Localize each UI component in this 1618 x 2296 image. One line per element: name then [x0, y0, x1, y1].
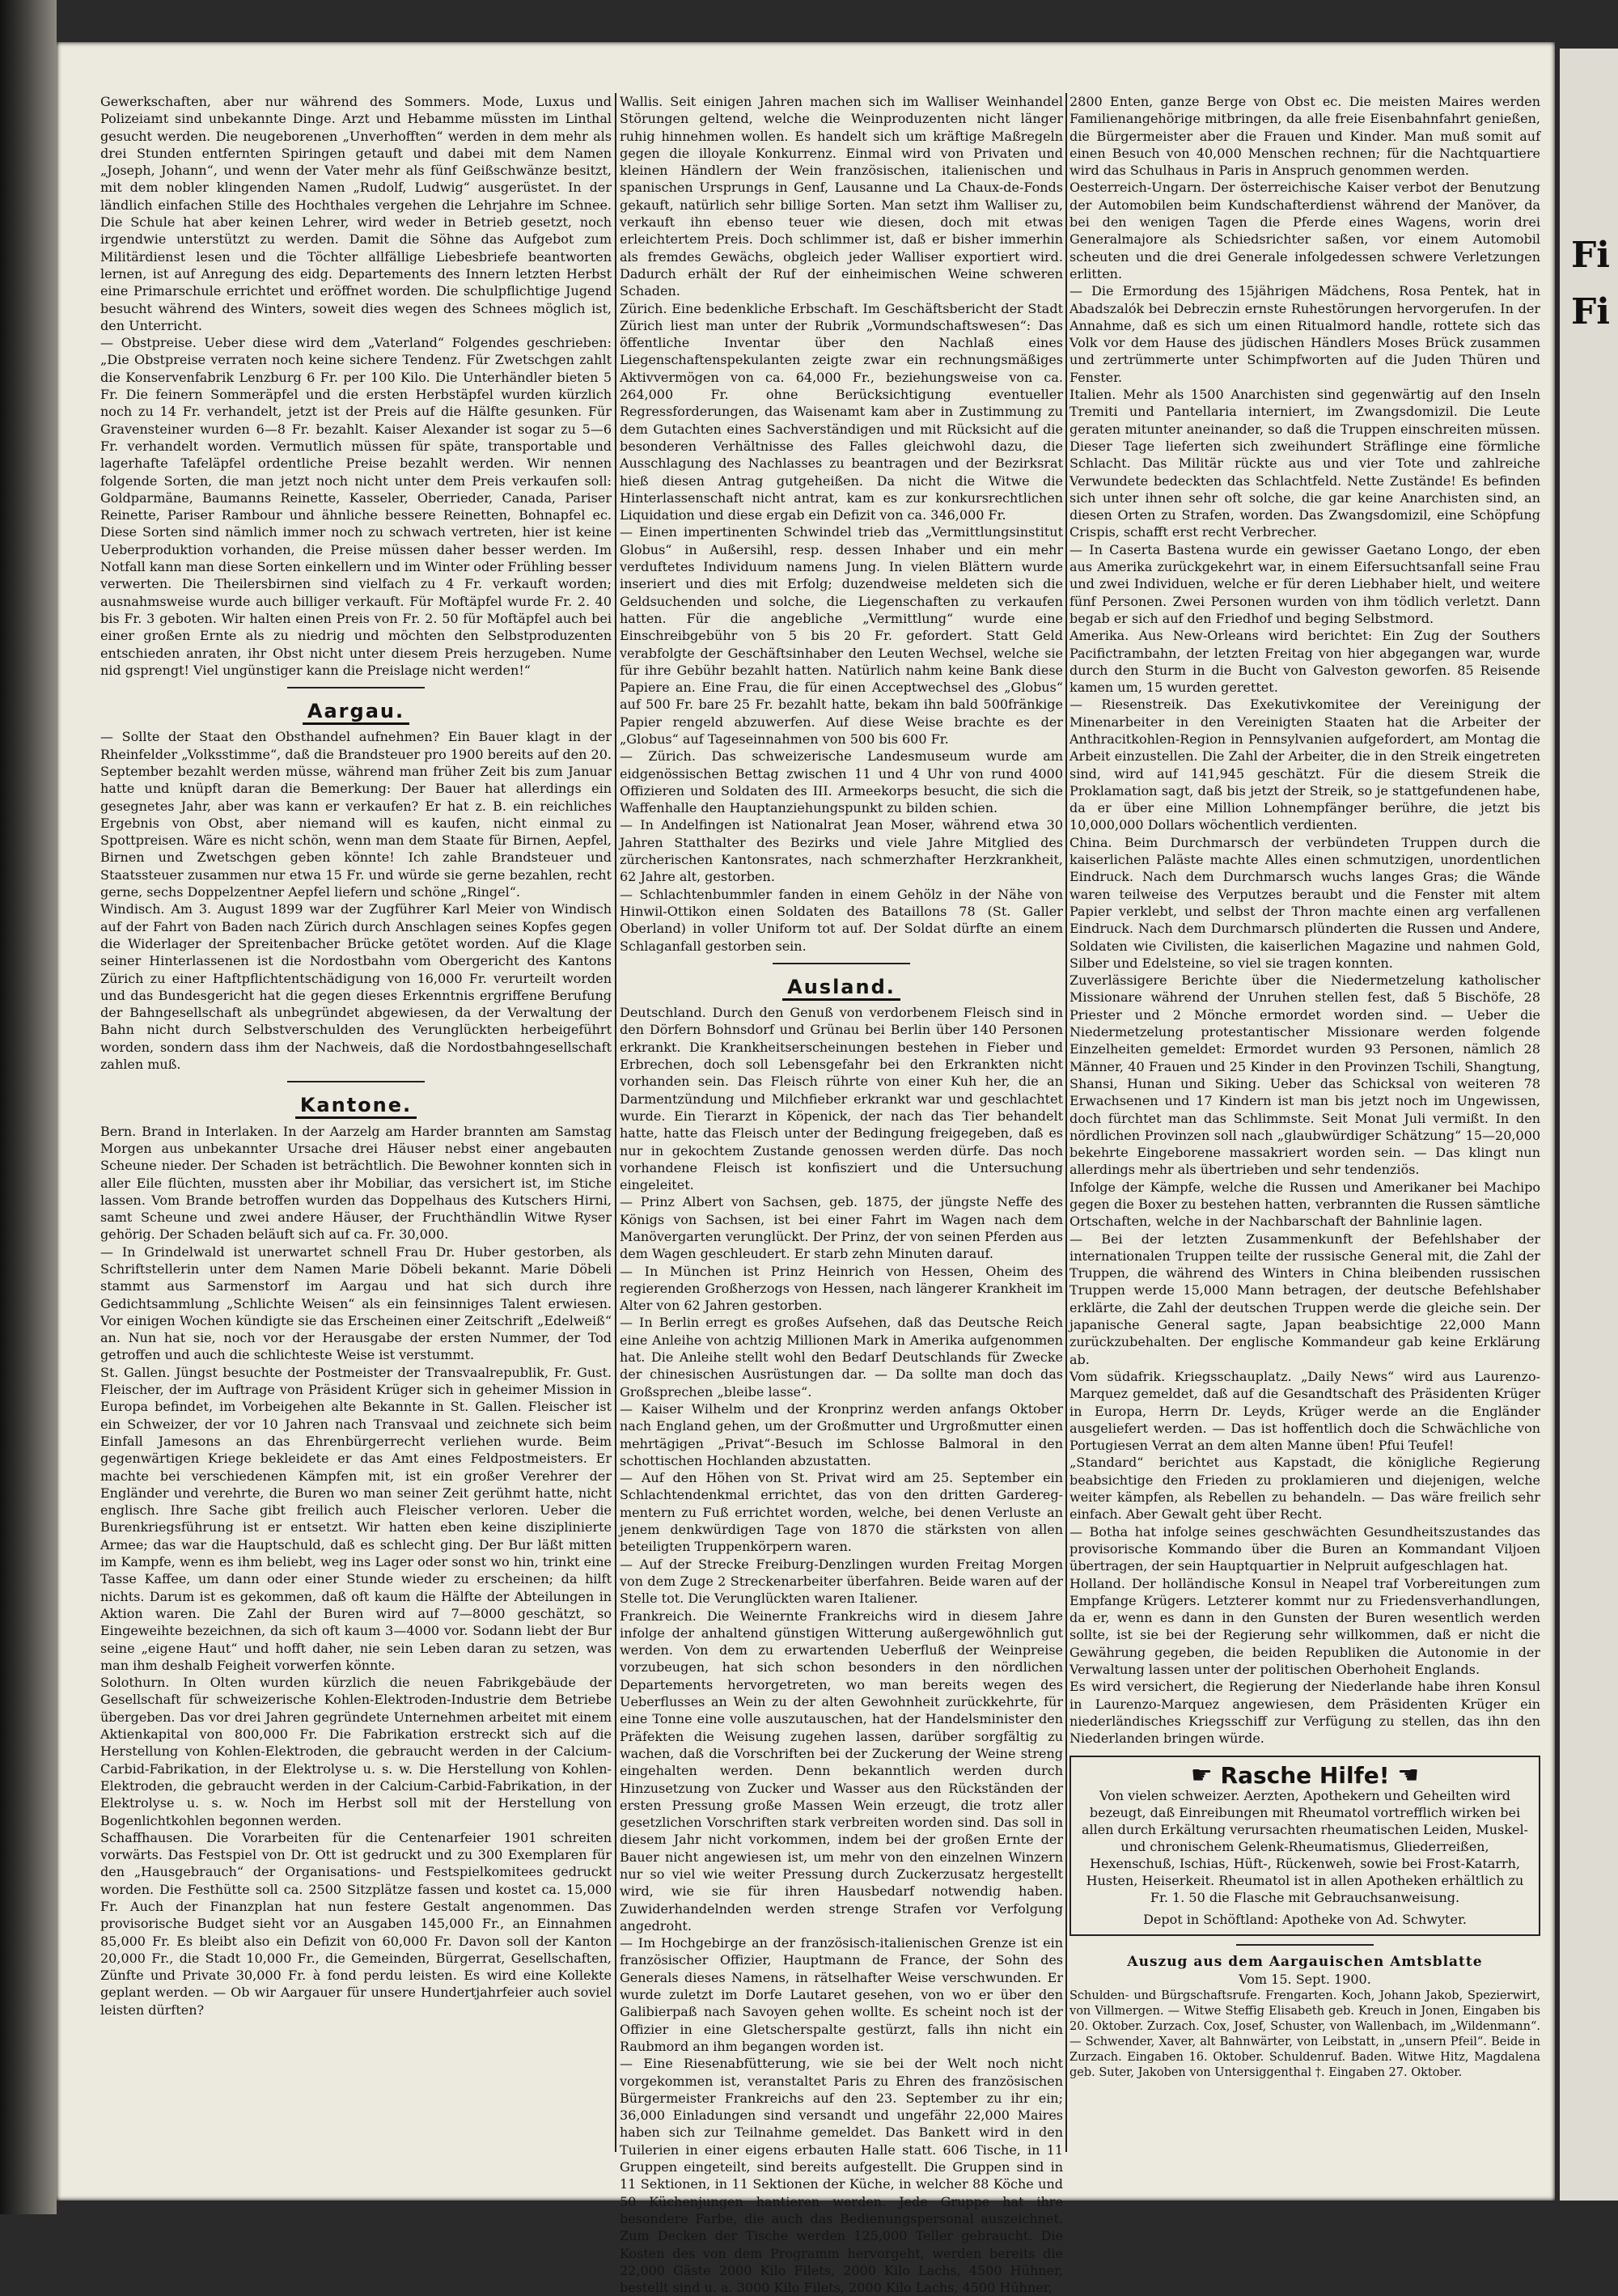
amtsblatt-body: Schulden- und Bürgschaftsrufe. Frengarten. Koch, Johann Jakob, Spezierwirt, von Villmergen. — Witwe Steffig Elisabeth geb. Kreuch in Jonen, Eingaben bis 20. Oktober. Zurzach. Cox, Josef, Schuster, von Wallenbach, im „Wildenmann“. — Schwender, Xaver, alt Bahnwärter, von Leibstatt, in „unsern Pfeil“. Beide in Zurzach. Eingaben 16. Oktober. Schuldenruf. Baden. Witwe Hitz, Magdalena geb. Suter, Jakoben von Untersiggenthal †. Eingaben 27. Oktober. — [1069, 1989, 1540, 2079]
section-heading-aargau: Aargau. — [100, 703, 612, 720]
article-paragraph: Solothurn. In Olten wurden kürzlich die neuen Fabrikgebäude der Gesellschaft für schweizerische Kohlen-Elektroden-Industrie dem Betriebe übergeben. Das vor drei Jahren gegründete Unternehmen arbeitet mit einem Aktienkapital von 800,000 Fr. Die Fabrikation erstreckt sich auf die Herstellung von Kohlen-Elektroden, die gebraucht werden in der Calcium-Carbid-Fabrikation, in der Elektrolyse u. s. w. Die Herstellung von Kohlen-Elektroden, die gebraucht werden in der Calcium-Carbid-Fabrikation, in der Elektrolyse u. s. w. Noch im Herbst soll mit der Herstellung von Bogenlichtkohlen begonnen werden. — [100, 1675, 612, 1828]
article-paragraph: — Kaiser Wilhelm und der Kronprinz werden anfangs Oktober nach England gehen, um der Großmutter und Urgroßmutter einen mehrtägigen „Privat“-Besuch im Schlosse Balmoral in den schottischen Hochlanden abzustatten. — [620, 1400, 1063, 1468]
article-paragraph: Italien. Mehr als 1500 Anarchisten sind gegenwärtig auf den Inseln Tremiti und Pantellaria interniert, im Zwangsdomizil. Die Leute geraten mitunter aneinander, so daß die Truppen einschreiten müssen. Dieser Tage lieferten sich zweihundert Sträflinge eine förmliche Schlacht. Das Militär rückte aus und vier Tote und zahlreiche Verwundete bedeckten das Schlachtfeld. Nette Zustände! Es befinden sich unter ihnen sehr oft solche, die gar keine Anarchisten sind, an diesen Orten zu Strafen, worden. Das Zwangsdomizil, eine Schöpfung Crispis, schafft erst recht Verbrecher. — [1069, 387, 1540, 540]
section-heading-kantone: Kantone. — [100, 1097, 612, 1114]
article-paragraph: Zürich. Eine bedenkliche Erbschaft. Im Geschäftsbericht der Stadt Zürich liest man unter der Rubrik „Vormundschaftswesen“: Das öffentliche Inventar über den Nachlaß eines Liegenschaftenspekulanten zeigte zwar ein rechnungsmäßiges Aktivvermögen von ca. 64,000 Fr., beziehungsweise von ca. 264,000 Fr. ohne Berücksichtigung eventueller Regressforderungen, das Waisenamt kam aber in Zustimmung zu dem Gutachten eines Sachverständigen und mit Rücksicht auf die besonderen Verhältnisse des Falles gleichwohl dazu, die Ausschlagung des Nachlasses zu beantragen und der Bezirksrat hieß diesen Antrag gutgeheißen. Da nicht die Witwe die Hinterlassenschaft nicht antrat, kam es zur konkursrechtlichen Liquidation und diese ergab ein Defizit von ca. 346,000 Fr. — [620, 300, 1063, 523]
amtsblatt-heading: Auszug aus dem Aargauischen Amtsblatte — [1127, 1954, 1483, 1971]
article-paragraph: — Sollte der Staat den Obsthandel aufnehmen? Ein Bauer klagt in der Rheinfelder „Volksstimme“, daß die Brandsteuer pro 1900 bereits auf den 20. September bezahlt werden müsse, während man früher Zeit bis zum Januar hatte und knüpft daran die Bemerkung: Der Bauer hat allerdings ein gesegnetes Jahr, aber was kann er verkaufen? Er hat z. B. ein reichliches Ergebnis von Obst, aber niemand will es kaufen, nicht einmal zu Spottpreisen. Wäre es nicht schön, wenn man dem Staate für Birnen, Aepfel, Birnen und Zwetschgen geben könnte! Ich zahle Brandsteuer und Staatssteuer zusammen nur etwa 15 Fr. und würde sie gerne bezahlen, recht gerne, sechs Doppelzentner Aepfel liefern und schöne „Ringel“. — [100, 729, 612, 900]
article-paragraph: — Botha hat infolge seines geschwächten Gesundheitszustandes das provisorische Kommando über die Buren an Kommandant Viljoen übertragen, der sein Hauptquartier in Nelpruit aufgeschlagen hat. — [1069, 1523, 1540, 1574]
article-paragraph: — Prinz Albert von Sachsen, geb. 1875, der jüngste Neffe des Königs von Sachsen, ist bei einer Fahrt im Wagen nach dem Manövergarten verunglückt. Der Prinz, der von seinen Pferden aus dem Wagen geschleudert. Er starb zehn Minuten darauf. — [620, 1194, 1063, 1262]
article-paragraph: — In Grindelwald ist unerwartet schnell Frau Dr. Huber gestorben, als Schriftstellerin unter dem Namen Marie Döbeli bekannt. Marie Döbeli stammt aus Sarmenstorf im Aargau und hat sich durch ihre Gedichtsammlung „Schlichte Weisen“ als ein feinsinniges Talent erwiesen. Vor einigen Wochen kündigte sie das Erscheinen einer Zeitschrift „Edelweiß“ an. Nun hat sie, noch vor der Herausgabe der ersten Nummer, der Tod getroffen und auch die schlichteste Weise ist verstummt. — [100, 1243, 612, 1363]
article-paragraph: Frankreich. Die Weinernte Frankreichs wird in diesem Jahre infolge der anhaltend günstigen Witterung außergewöhnlich gut werden. Von dem zu erwartenden Ueberfluß der Weinpreise vorzubeugen, hat sich schon besonders in den nördlichen Departements hervorgetreten, wo man bereits wegen des Ueberflusses an Wein zu der alten Gewohnheit zurückkehrte, für eine Tonne eine volle auszutauschen, hat der Handelsminister den Präfekten die Weisung zugehen lassen, darüber sorgfältig zu wachen, daß die Vorschriften bei der Zuckerung der Weine streng eingehalten werden. Denn bekanntlich werden durch Hinzusetzung von Zucker und Wasser aus den Rückständen der ersten Pressung große Massen Wein erzeugt, die trotz aller gesetzlichen Vorschriften stark verbreiten worden sind. Das soll in diesem Jahr nicht vorkommen, indem bei der großen Ernte der Bauer nicht angewiesen ist, um mehr von den einzelnen Winzern nur so viel wie weiter Pressung durch Zuckerzusatz hergestellt wird, wie sie für ihren Hausbedarf notwendig haben. Zuwiderhandelnden werden strenge Strafen vor Verfolgung angedroht. — [620, 1608, 1063, 1934]
article-paragraph: — Die Ermordung des 15jährigen Mädchens, Rosa Pentek, hat in Abadszalók bei Debreczin ernste Ruhestörungen hervorgerufen. In der Annahme, daß es sich um einen Ritualmord handle, rottete sich das Volk vor dem Hause des jüdischen Händlers Moses Brück zusammen und zertrümmerte unter Schimpfworten auf die Juden Thüren und Fenster. — [1069, 283, 1540, 385]
amtsblatt-date: Vom 15. Sept. 1900. — [1239, 1972, 1371, 1988]
article-paragraph: — Im Hochgebirge an der französisch-italienischen Grenze ist ein französischer Offizier, Hauptmann de France, der Sohn des Generals dieses Namens, in rätselhafter Weise verschwunden. Er wurde zuletzt im Dorfe Lautaret gesehen, von wo er über den Galibierpaß nach Savoyen gehen wollte. Es scheint noch ist der Offizier in eine Gletscherspalte gestürzt, falls ihn nicht ein Raubmord an ihm begangen worden ist. — [620, 1935, 1063, 2054]
article-paragraph: Gewerkschaften, aber nur während des Sommers. Mode, Luxus und Polizeiamt sind unbekannte Dinge. Arzt und Hebamme müssten im Linthal gesucht werden. Die neugeborenen „Unverhofften“ werden in dem mehr als drei Stunden entfernten Spiringen getauft und dabei mit dem Namen „Joseph, Johann“, und wenn der Vater mehr als fünf Geißschwänze besitzt, mit dem nobler klingenden Namen „Rudolf, Ludwig“ ausgerüstet. In der ländlich einfachen Stille des Hochthales vergehen die Lehrjahre im Schnee. Die Schule hat aber keinen Lehrer, wird weder in Betrieb gesetzt, noch irgendwie unterstützt zu werden. Damit die Söhne das Aufgebot zum Militärdienst lesen und die Töchter allfällige Liebesbriefe beantworten lernen, ist auf Anregung des eidg. Departements des Innern letzten Herbst eine Primarschule errichtet und eröffnet worden. Die schulpflichtige Jugend besucht während des Winters, soweit dies wegen des Schnees möglich ist, den Unterricht. — [100, 94, 612, 333]
article-paragraph: Oesterreich-Ungarn. Der österreichische Kaiser verbot der Benutzung der Automobilen beim Kundschafterdienst während der Manöver, da bei den wenigen Tagen die Pferde eines Wagens, worin drei Generalmajore als Schiedsrichter saßen, vor einem Automobil scheuten und die drei Generale infolgedessen schwere Verletzungen erlitten. — [1069, 180, 1540, 282]
article-paragraph: Vom südafrik. Kriegsschauplatz. „Daily News“ wird aus Laurenzo-Marquez gemeldet, daß auf die Gesandtschaft des Präsidenten Krüger in Europa, Herrn Dr. Leyds, Krüger werde an die Engländer ausgeliefert werden. — Das ist hoffentlich doch die Schwächliche von Portugiesen Verrat an dem alten Manne üben! Pfui Teufel! — [1069, 1368, 1540, 1454]
ad-title-text: Rasche Hilfe! — [1220, 1761, 1390, 1789]
article-paragraph: Es wird versichert, die Regierung der Niederlande habe ihren Konsul in Laurenzo-Marquez angewiesen, dem Präsidenten Krüger ein niederländisches Kriegsschiff zur Verfügung zu stellen, das ihn den Niederlanden bringen würde. — [1069, 1679, 1540, 1747]
article-paragraph: 2800 Enten, ganze Berge von Obst ec. Die meisten Maires werden Familienangehörige mitbringen, da alle freie Eisenbahnfahrt genießen, die Bürgermeister aber die Frauen und Kinder. Man muß somit auf einen Besuch von 40,000 Menschen rechnen; für die Nachtquartiere wird das Schulhaus in Paris in Anspruch genommen werden. — [1069, 94, 1540, 179]
pointing-hand-left-icon: ☚ — [1397, 1760, 1420, 1790]
article-paragraph: China. Beim Durchmarsch der verbündeten Truppen durch die kaiserlichen Paläste machte Alles einen schmutzigen, unordentlichen Eindruck. Nach dem Durchmarsch wuchs langes Gras; die Wände waren teilweise des Verputzes beraubt und die Fenster mit altem Papier verklebt, und selbst der Thron machte einen arg verfallenen Eindruck. Nach dem Durchmarsch plünderten die Russen und Andere, Soldaten wie Civilisten, die kaiserlichen Magazine und nahmen Gold, Silber und Edelsteine, so viel sie tragen konnten. — [1069, 834, 1540, 971]
article-paragraph: Deutschland. Durch den Genuß von verdorbenem Fleisch sind in den Dörfern Bohnsdorf und Grünau bei Berlin über 140 Personen erkrankt. Die Krankheitserscheinungen bestehen in Fieber und Erbrechen, doch soll Lebensgefahr bei den Erkrankten nicht vorhanden sein. Das Fleisch rührte von einer Kuh her, die an Darmentzündung und Milchfieber erkrankt war und geschlachtet wurde. Ein Tierarzt in Köpenick, der nach das Tier behandelt hatte, hatte das Fleisch unter der Bedingung freigegeben, daß es nur in gekochtem Zustande genossen werden dürfe. Das noch vorhandene Fleisch ist konfisziert und die Untersuchung eingeleitet. — [620, 1005, 1063, 1193]
article-paragraph: Amerika. Aus New-Orleans wird berichtet: Ein Zug der Southers Pacifictrambahn, der letzten Freitag von hier abgegangen war, wurde durch den Sturm in die Bucht von Galveston geworfen. 85 Reisende kamen um, 15 wurden gerettet. — [1069, 628, 1540, 696]
article-paragraph: Zuverlässigere Berichte über die Niedermetzelung katholischer Missionare während der Unruhen stellen fest, daß 5 Bischöfe, 28 Priester und 2 Mönche ermordet worden sind. — Ueber die Niedermetzelung protestantischer Missionare werden folgende Einzelheiten gemeldet: Ermordet wurden 93 Personen, nämlich 28 Männer, 40 Frauen und 25 Kinder in den Provinzen Tschili, Shangtung, Shansi, Hunan und Siking. Ueber das Schicksal von weiteren 78 Erwachsenen und 17 Kindern ist man bis jetzt noch im Ungewissen, doch fürchtet man das Schlimmste. Seit Monat Juli vermißt. In den nördlichen Provinzen soll nach „glaubwürdiger Schätzung“ 15—20,000 bekehrte Eingeborene massakriert worden sein. — Das klingt nun allerdings mehr als übertrieben und sehr tendenziös. — [1069, 972, 1540, 1178]
column-rule — [615, 93, 616, 2152]
article-paragraph: — Riesenstreik. Das Exekutivkomitee der Vereinigung der Minenarbeiter in den Vereinigten Staaten hat die Arbeiter der Anthracitkohlen-Region in Pennsylvanien aufgefordert, am Montag die Arbeit einzustellen. Die Zahl der Arbeiter, die in den Streik eingetreten sind, wird auf 141,945 geschätzt. Für die diesem Streik die Proklamation sagt, daß bis jetzt der Streik, so je stattgefundenen habe, da er über eine Million Lohnempfänger berühre, die jetzt bis 10,000,000 Dollars wöchentlich verdienten. — [1069, 697, 1540, 833]
article-paragraph: Infolge der Kämpfe, welche die Russen und Amerikaner bei Machipo gegen die Boxer zu bestehen hatten, verbrannten die Russen sämtliche Ortschaften, welche in der Nachbarschaft der Bahnlinie lagen. — [1069, 1179, 1540, 1230]
article-paragraph: Holland. Der holländische Konsul in Neapel traf Vorbereitungen zum Empfange Krügers. Letzterer kommt nur zu Friedensverhandlungen, da er, wenn es dann in den Gunsten der Buren wesentlich werden sollte, ist sie bei der Regierung sehr willkommen, daß er nicht die Gewährung gegeben, die beiden Republiken die Autonomie in der Verwaltung lassen unter der politischen Oberhoheit Englands. — [1069, 1575, 1540, 1678]
column-rule — [1065, 93, 1067, 2152]
advertisement-rheumatol — [1069, 1756, 1540, 1937]
article-paragraph: — Einen impertinenten Schwindel trieb das „Vermittlungsinstitut Globus“ in Außersihl, resp. dessen Inhaber und ein mehr verduftetes Individuum namens Jung. In vielen Blättern wurde inseriert und dies mit Erfolg; duzendweise meldeten sich die Geldsuchenden und solche, die Liegenschaften zu verkaufen hatten. Für die angebliche „Vermittlung“ wurde eine Einschreibgebühr von 5 bis 20 Fr. gefordert. Statt Geld verabfolgte der Geschäftsinhaber den Leuten Wechsel, welche sie für ihre Gebühr bezahlt hatten. Natürlich nahm keine Bank diese Papiere an. Eine Frau, die für einen Acceptwechsel des „Globus“ auf 500 Fr. bare 25 Fr. bezahlt hatte, bekam ihn bald 500fränkige Papier rengeld abzuwerfen. Auf diese Weise brachte es der „Globus“ auf Tageseinnahmen von 500 bis 600 Fr. — [620, 524, 1063, 747]
ad-depot: Depot in Schöftland: Apotheke von Ad. Schwyter. — [1143, 1911, 1467, 1927]
article-paragraph: — Eine Riesenabfütterung, wie sie bei der Welt noch nicht vorgekommen ist, veranstaltet Paris zu Ehren des französischen Bürgermeister Frankreichs auf den 23. September zu ihr ein; 36,000 Einladungen sind versandt und ungefähr 22,000 Maires haben sich zur Teilnahme gemeldet. Das Bankett wird in den Tuilerien in einer eigens erbauten Halle statt. 606 Tische, in 11 Gruppen eingeteilt, sind bereits aufgestellt. Die Gruppen sind in 11 Sektionen, in 11 Sektionen der Küche, in welcher 88 Köche und 50 Küchenjungen hantieren werden. Jede Gruppe hat ihre besondere Farbe, die auch das Bedienungspersonal auszeichnet. Zum Decken der Tische werden 125,000 Teller gebraucht. Die Kosten des von dem Programm hervorgeht, werden bereits die 22,000 Gäste 2000 Kilo Filets, 2000 Kilo Lachs, 4500 Hühner, bestellt sind u. a. 3000 Kilo Filets, 2000 Kilo Lachs, 4500 Hühner, — [620, 2056, 1063, 2296]
adjacent-page-fragment: Fi — [1571, 291, 1610, 333]
column-2 — [620, 93, 1063, 2296]
separator — [1236, 1944, 1374, 1946]
article-paragraph: Schaffhausen. Die Vorarbeiten für die Centenarfeier 1901 schreiten vorwärts. Das Festspiel von Dr. Ott ist gedruckt und zu 300 Exemplaren für den „Hausgebrauch“ der Organisations- und Festspielkomitees gedruckt worden. Die Festhütte soll ca. 2500 Sitzplätze fassen und kostet ca. 15,000 Fr. Auch der Finanzplan hat nun festere Gestalt angenommen. Das provisorische Budget sieht vor an Ausgaben 145,000 Fr., an Einnahmen 85,000 Fr. Es bleibt also ein Defizit von 60,000 Fr. Davon soll der Kanton 20,000 Fr., die Stadt 10,000 Fr., die Gemeinden, Bürgerrat, Gesellschaften, Zünfte und Private 30,000 Fr. à fond perdu leisten. Es wird eine Kollekte geplant werden. — Ob wir Aargauer für unsere Hundertjahrfeier auch soviel leisten dürften? — [100, 1829, 612, 2018]
separator — [287, 1081, 425, 1082]
ad-body: Von vielen schweizer. Aerzten, Apothekern und Geheilten wird bezeugt, daß Einreibungen mit Rheumatol vortrefflich wirken bei allen durch Erkältung verursachten rheumatischen Leiden, Muskel- und chronischem Gelenk-Rheumatismus, Gliederreißen, Hexenschuß, Ischias, Hüft-, Rückenweh, sowie bei Frost-Katarrh, Husten, Heiserkeit. Rheumatol ist in allen Apotheken erhältlich zu Fr. 1. 50 die Flasche mit Gebrauchsanweisung. — [1082, 1787, 1528, 1905]
article-paragraph: — Bei der letzten Zusammenkunft der Befehlshaber der internationalen Truppen teilte der russische General mit, die Zahl der Truppen, die während des Winters in China bleibenden russischen Truppen werde 15,000 Mann betragen, der deutsche Befehlshaber erklärte, die Zahl der deutschen Truppen werde die gleiche sein. Der japanische General sagte, Japan beabsichtige 22,000 Mann zurückzubehalten. Der englische Kommandeur gab keine Erklärung ab. — [1069, 1231, 1540, 1367]
column-3 — [1069, 93, 1540, 2148]
article-paragraph: — Obstpreise. Ueber diese wird dem „Vaterland“ Folgendes geschrieben: „Die Obstpreise verraten noch keine sichere Tendenz. Für Zwetschgen zahlt die Konservenfabrik Lenzburg 6 Fr. per 100 Kilo. Die Unterhändler bieten 5 Fr. Die feinern Sommeräpfel und die ersten Herbstäpfel wurden kürzlich noch zu 14 Fr. verhandelt, jetzt ist der Preis auf die Hälfte gesunken. Für Gravensteiner wurden 6—8 Fr. bezahlt. Kaiser Alexander ist sogar zu 5—6 Fr. verhandelt worden. Vermutlich müssen für späte, transportable und lagerhafte Tafeläpfel ordentliche Preise bezahlt werden. Wir nennen folgende Sorten, die man jetzt noch nicht unter dem Preis verkaufen soll: Goldparmäne, Baumanns Reinette, Kasseler, Oberrieder, Canada, Pariser Reinette, Pariser Rambour und ähnliche bessere Reinetten, Bohnapfel ec. Diese Sorten sind nämlich immer noch zu schwach vertreten, hier ist keine Ueberproduktion vorhanden, die Preise müssen daher besser werden. Im Notfall kann man diese Sorten einkellern und im Winter oder Frühling besser verwerten. Die Theilersbirnen sind vielfach zu 4 Fr. verkauft worden; ausnahmsweise wurde auch billiger verkauft. Für Moftäpfel wurde Fr. 2. 40 bis Fr. 3 geboten. Wir halten einen Preis von Fr. 2. 50 für Moftäpfel auch bei einer großen Ernte als zu niedrig und möchten den Selbstproduzenten entschieden anraten, ihr Obst nicht unter diesem Preis herzugeben. Nume nid gsprengt! Viel ungünstiger kann die Preislage nicht werden!“ — [100, 335, 612, 678]
article-paragraph: — In Andelfingen ist Nationalrat Jean Moser, während etwa 30 Jahren Statthalter des Bezirks und viele Jahre Mitglied des zürcherischen Kantonsrates, nach schmerzhafter Herzkrankheit, 62 Jahre alt, gestorben. — [620, 817, 1063, 885]
article-paragraph: — In Caserta Bastena wurde ein gewisser Gaetano Longo, der eben aus Amerika zurückgekehrt war, in einem Eifersuchtsanfall seine Frau und zwei Individuen, welche er für deren Liebhaber hielt, und weitere fünf Personen. Zwei Personen wurden von ihm tödlich verletzt. Dann begab er sich auf den Friedhof und beging Selbstmord. — [1069, 541, 1540, 626]
section-heading-ausland: Ausland. — [620, 979, 1063, 996]
article-paragraph: — Auf den Höhen von St. Privat wird am 25. September ein Schlachtendenkmal errichtet, das von den dritten Gardereg-mentern zu Fuß errichtet worden, welche, bei denen Verluste an jenem denkwürdigen Tage von 1870 die stärksten von allen beteiligten Truppenkörpern waren. — [620, 1470, 1063, 1555]
page-gutter-shadow — [0, 0, 57, 2214]
column-1 — [100, 93, 612, 2148]
article-paragraph: — In München ist Prinz Heinrich von Hessen, Oheim des regierenden Großherzogs von Hessen, nach längerer Krankheit im Alter von 62 Jahren gestorben. — [620, 1263, 1063, 1314]
separator — [773, 963, 910, 964]
article-paragraph: St. Gallen. Jüngst besuchte der Postmeister der Transvaalrepublik, Fr. Gust. Fleischer, der im Auftrage von Präsident Krüger sich in geheimer Mission in Europa befindet, im Vorbeigehen alte Bekannte in St. Gallen. Fleischer ist ein Schweizer, der vor 10 Jahren nach Transvaal und zeichnete sich beim Einfall Jamesons an das Ehrenbürgerrecht verliehen wurde. Beim gegenwärtigen Kriege bekleidete er das Amt eines Feldpostmeisters. Er machte bei verschiedenen Kämpfen mit, ist ein großer Verehrer der Engländer und verehrte, die Buren wo man seiner Zeit gerühmt hatte, nicht englisch. Ihre Sache gibt freilich auch Fleischer verloren. Ueber die Burenkriegsführung ist er entsetzt. Wir hatten eben keine disziplinierte Armee; das war die Hauptschuld, daß es schlecht ging. Der Bur läßt mitten im Kampfe, wenn es ihm beliebt, weg ins Lager oder sonst wo hin, trinkt eine Tasse Kaffee, um dann oder einer Stunde wieder zu erscheinen; da hilft nichts. Darum ist es gekommen, daß oft kaum die Hälfte der Abteilungen in Aktion waren. Die Zahl der Buren wird auf 7—8000 geschätzt, so Eingeweihte bezeichnen, da sich oft kaum 3—4000 vor. Sodann liebt der Bur seine „eigene Haut“ und hofft daher, nie sein Leben daran zu setzen, was man ihm deshalb Feigheit vorwerfen könnte. — [100, 1364, 612, 1673]
article-paragraph: Bern. Brand in Interlaken. In der Aarzelg am Harder brannten am Samstag Morgen aus unbekannter Ursache drei Häuser nebst einer angebauten Scheune nieder. Der Schaden ist beträchtlich. Die Bewohner konnten sich in aller Eile flüchten, mussten aber ihr Mobiliar, das versichert ist, im Stiche lassen. Vom Brande betroffen wurden das Doppelhaus des Kutschers Hirni, samt Scheune und zwei andere Häuser, der Fruchthändlin Witwe Ryser gehörig. Der Schaden beläuft sich auf ca. Fr. 30,000. — [100, 1123, 612, 1243]
ad-title — [1081, 1760, 1529, 1790]
article-paragraph: „Standard“ berichtet aus Kapstadt, die königliche Regierung beabsichtige den Frieden zu proklamieren und diejenigen, welche weiter kämpfen, als Rebellen zu behandeln. — Das wäre freilich sehr einfach. Aber Gewalt geht über Recht. — [1069, 1455, 1540, 1523]
article-paragraph: — Schlachtenbummler fanden in einem Gehölz in der Nähe von Hinwil-Ottikon einen Soldaten des Bataillons 78 (St. Galler Oberland) in voller Uniform tot auf. Der Soldat dürfte an einem Schlaganfall gestorben sein. — [620, 886, 1063, 954]
adjacent-page-fragment: Fi — [1571, 235, 1610, 276]
article-paragraph: — Zürich. Das schweizerische Landesmuseum wurde am eidgenössischen Bettag zwischen 11 und 4 Uhr von rund 4000 Offizieren und Soldaten des III. Armeekorps besucht, die sich die Waffenhalle den Hauptanziehungspunkt zu bilden schien. — [620, 748, 1063, 816]
pointing-hand-right-icon: ☛ — [1190, 1760, 1213, 1790]
article-paragraph: Wallis. Seit einigen Jahren machen sich im Walliser Weinhandel Störungen geltend, welche die Weinproduzenten nicht länger ruhig hinnehmen wollen. Es handelt sich um kräftige Maßregeln gegen die illoyale Konkurrenz. Einmal wird von Privaten und kleinen Händlern der Wein französischen, italienischen und spanischen Ursprungs in Genf, Lausanne und La Chaux-de-Fonds gekauft, natürlich sehr billige Sorten. Man setzt ihm Walliser zu, verkauft ihn ebenso teuer wie diesen, doch mit etwas erleichtertem Preis. Doch schlimmer ist, daß er bisher immerhin als fremdes Gewächs, obgleich jeder Walliser exportiert wird. Dadurch erhält der Ruf der einheimischen Weine schweren Schaden. — [620, 94, 1063, 299]
article-paragraph: — Auf der Strecke Freiburg-Denzlingen wurden Freitag Morgen von dem Zuge 2 Streckenarbeiter überfahren. Beide waren auf der Stelle tot. Die Verunglückten waren Italiener. — [620, 1556, 1063, 1607]
adjacent-page-strip — [1560, 49, 1618, 2201]
separator — [287, 687, 425, 688]
article-paragraph: — In Berlin erregt es großes Aufsehen, daß das Deutsche Reich eine Anleihe von achtzig Millionen Mark in Amerika aufgenommen hat. Die Anleihe stellt wohl den Bedarf Deutschlands für Zwecke der chinesischen Ausrüstungen dar. — Da sollte man doch das Großsprechen „bleibe lasse“. — [620, 1315, 1063, 1400]
article-paragraph: Windisch. Am 3. August 1899 war der Zugführer Karl Meier von Windisch auf der Fahrt von Baden nach Zürich durch Anschlagen seines Kopfes gegen die Widerlager der Spreitenbacher Brücke getötet worden. Auf die Klage seiner Hinterlassenen ist die Nordostbahn vom Obergericht des Kantons Zürich zu einer Haftpflichtentschädigung von 16,000 Fr. verurteilt worden und das Bundesgericht hat die gegen dieses Erkenntnis ergriffene Berufung der Bahngesellschaft als unbegründet abgewiesen, da der Verwaltung der Bahn nicht durch Selbstverschulden des Verunglückten herbeigeführt worden, sondern dass ihm der Nachweis, daß die Nordostbahngesellschaft zahlen muß. — [100, 901, 612, 1073]
